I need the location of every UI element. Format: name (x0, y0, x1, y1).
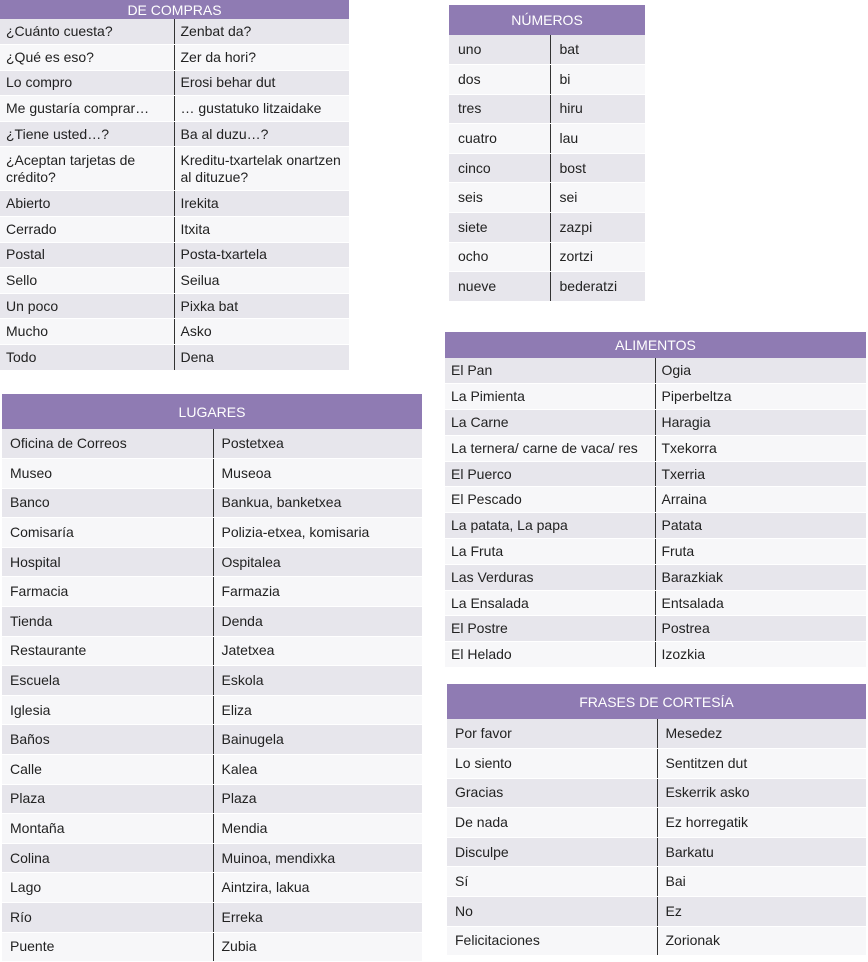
spanish-term: Restaurante (2, 636, 213, 666)
spanish-term: seis (449, 183, 550, 213)
table-row (2, 577, 422, 607)
table-row (445, 539, 866, 565)
table-row (0, 345, 349, 371)
basque-term: Ogia (655, 358, 866, 384)
spanish-term: Escuela (2, 666, 213, 696)
spanish-term: El Pan (445, 358, 655, 384)
table-row (445, 564, 866, 590)
basque-term: Eliza (213, 695, 422, 725)
table-row (445, 642, 866, 668)
spanish-term: ¿Tiene usted…? (0, 121, 174, 147)
basque-term: Bai (657, 867, 866, 897)
spanish-term: ¿Qué es eso? (0, 45, 174, 71)
table-row (445, 435, 866, 461)
table-row (2, 843, 422, 873)
basque-term: Piperbeltza (655, 384, 866, 410)
table-row (0, 45, 349, 71)
spanish-term: La Carne (445, 410, 655, 436)
table-row (0, 96, 349, 122)
spanish-term: Plaza (2, 784, 213, 814)
table-row (0, 19, 349, 45)
spanish-term: Sello (0, 268, 174, 294)
table-row (445, 384, 866, 410)
basque-term: Bankua, banketxea (213, 488, 422, 518)
table-row (2, 695, 422, 725)
basque-term: Ez (657, 897, 866, 927)
basque-term: Jatetxea (213, 636, 422, 666)
spanish-term: De nada (447, 808, 657, 838)
numeros-table (449, 5, 645, 302)
spanish-term: La Fruta (445, 539, 655, 565)
basque-term: Irekita (174, 191, 349, 217)
basque-term: Postetxea (213, 429, 422, 459)
table-row (2, 873, 422, 903)
spanish-term: Montaña (2, 814, 213, 844)
table-row (447, 778, 866, 808)
spanish-term: Río (2, 903, 213, 933)
spanish-term: Banco (2, 488, 213, 518)
basque-term: Mendia (213, 814, 422, 844)
spanish-term: El Helado (445, 642, 655, 668)
spanish-term: ¿Cuánto cuesta? (0, 19, 174, 45)
basque-term: Zorionak (657, 926, 866, 956)
basque-term: Arraina (655, 487, 866, 513)
table-row (0, 242, 349, 268)
basque-term: bederatzi (550, 272, 645, 302)
table-row (447, 749, 866, 779)
table-row (2, 459, 422, 489)
spanish-term: tres (449, 94, 550, 124)
basque-term: Asko (174, 319, 349, 345)
basque-term: Txekorra (655, 435, 866, 461)
spanish-term: siete (449, 213, 550, 243)
table-row (2, 607, 422, 637)
table-row (0, 268, 349, 294)
table-row (0, 293, 349, 319)
spanish-term: Postal (0, 242, 174, 268)
table-row (449, 213, 645, 243)
alimentos-table (445, 332, 866, 668)
table-row (0, 121, 349, 147)
spanish-term: Las Verduras (445, 564, 655, 590)
spanish-term: El Postre (445, 616, 655, 642)
spanish-term: cuatro (449, 124, 550, 154)
spanish-term: La ternera/ carne de vaca/ res (445, 435, 655, 461)
table-row (0, 191, 349, 217)
basque-term: Postrea (655, 616, 866, 642)
basque-term: bat (550, 35, 645, 65)
basque-term: Zenbat da? (174, 19, 349, 45)
spanish-term: Lago (2, 873, 213, 903)
table-row (0, 70, 349, 96)
spanish-term: La Pimienta (445, 384, 655, 410)
basque-term: Kreditu-txartelak onartzen al dituzue? (174, 147, 349, 191)
table-row (445, 410, 866, 436)
compras-table (0, 0, 349, 371)
basque-term: lau (550, 124, 645, 154)
table-row (447, 808, 866, 838)
table-row (445, 358, 866, 384)
spanish-term: dos (449, 65, 550, 95)
spanish-term: cinco (449, 153, 550, 183)
table-row (2, 547, 422, 577)
spanish-term: Colina (2, 843, 213, 873)
basque-term: Pixka bat (174, 293, 349, 319)
compras-title: DE COMPRAS (0, 0, 349, 19)
spanish-term: Mucho (0, 319, 174, 345)
table-row (449, 124, 645, 154)
table-row (2, 725, 422, 755)
table-row (449, 242, 645, 272)
table-row (445, 513, 866, 539)
spanish-term: La patata, La papa (445, 513, 655, 539)
basque-term: Erosi behar dut (174, 70, 349, 96)
basque-term: Dena (174, 345, 349, 371)
spanish-term: Farmacia (2, 577, 213, 607)
basque-term: Mesedez (657, 719, 866, 749)
spanish-term: La Ensalada (445, 590, 655, 616)
cortesia-title: FRASES DE CORTESÍA (447, 684, 866, 719)
alimentos-title: ALIMENTOS (445, 332, 866, 358)
basque-term: zortzi (550, 242, 645, 272)
table-row (445, 590, 866, 616)
basque-term: Erreka (213, 903, 422, 933)
spanish-term: Calle (2, 755, 213, 785)
table-row (449, 272, 645, 302)
basque-term: Posta-txartela (174, 242, 349, 268)
spanish-term: Tienda (2, 607, 213, 637)
basque-term: zazpi (550, 213, 645, 243)
basque-term: Eskola (213, 666, 422, 696)
table-row (449, 153, 645, 183)
basque-term: Muinoa, mendixka (213, 843, 422, 873)
table-row (449, 94, 645, 124)
basque-term: Aintzira, lakua (213, 873, 422, 903)
basque-term: Fruta (655, 539, 866, 565)
basque-term: sei (550, 183, 645, 213)
basque-term: Zer da hori? (174, 45, 349, 71)
spanish-term: Hospital (2, 547, 213, 577)
lugares-title: LUGARES (2, 394, 422, 429)
basque-term: Itxita (174, 217, 349, 243)
table-row (449, 35, 645, 65)
table-row (0, 319, 349, 345)
basque-term: Denda (213, 607, 422, 637)
basque-term: bi (550, 65, 645, 95)
table-row (2, 755, 422, 785)
basque-term: Kalea (213, 755, 422, 785)
spanish-term: Museo (2, 459, 213, 489)
table-row (2, 636, 422, 666)
spanish-term: Me gustaría comprar… (0, 96, 174, 122)
basque-term: Txerria (655, 461, 866, 487)
spanish-term: Lo compro (0, 70, 174, 96)
table-row (2, 784, 422, 814)
spanish-term: Sí (447, 867, 657, 897)
spanish-term: Oficina de Correos (2, 429, 213, 459)
spanish-term: Comisaría (2, 518, 213, 548)
spanish-term: El Puerco (445, 461, 655, 487)
table-row (2, 488, 422, 518)
basque-term: Izozkia (655, 642, 866, 668)
spanish-term: Por favor (447, 719, 657, 749)
spanish-term: Felicitaciones (447, 926, 657, 956)
table-row (449, 65, 645, 95)
table-row (0, 217, 349, 243)
basque-term: Ez horregatik (657, 808, 866, 838)
lugares-table (2, 394, 422, 962)
spanish-term: ocho (449, 242, 550, 272)
basque-term: Bainugela (213, 725, 422, 755)
basque-term: Sentitzen dut (657, 749, 866, 779)
basque-term: Polizia-etxea, komisaria (213, 518, 422, 548)
basque-term: bost (550, 153, 645, 183)
spanish-term: Baños (2, 725, 213, 755)
spanish-term: Un poco (0, 293, 174, 319)
table-row (447, 897, 866, 927)
basque-term: Museoa (213, 459, 422, 489)
spanish-term: El Pescado (445, 487, 655, 513)
table-row (447, 837, 866, 867)
table-row (2, 429, 422, 459)
table-row (447, 926, 866, 956)
basque-term: Entsalada (655, 590, 866, 616)
spanish-term: uno (449, 35, 550, 65)
basque-term: … gustatuko litzaidake (174, 96, 349, 122)
basque-term: Ospitalea (213, 547, 422, 577)
table-row (0, 147, 349, 191)
basque-term: Plaza (213, 784, 422, 814)
spanish-term: Cerrado (0, 217, 174, 243)
spanish-term: Iglesia (2, 695, 213, 725)
table-row (2, 666, 422, 696)
table-row (2, 814, 422, 844)
basque-term: Zubia (213, 932, 422, 962)
spanish-term: Lo siento (447, 749, 657, 779)
basque-term: Barkatu (657, 837, 866, 867)
spanish-term: Abierto (0, 191, 174, 217)
spanish-term: Gracias (447, 778, 657, 808)
basque-term: hiru (550, 94, 645, 124)
table-row (445, 616, 866, 642)
spanish-term: No (447, 897, 657, 927)
spanish-term: Puente (2, 932, 213, 962)
spanish-term: Todo (0, 345, 174, 371)
table-row (2, 518, 422, 548)
basque-term: Ba al duzu…? (174, 121, 349, 147)
basque-term: Patata (655, 513, 866, 539)
spanish-term: nueve (449, 272, 550, 302)
basque-term: Seilua (174, 268, 349, 294)
table-row (447, 867, 866, 897)
cortesia-table (447, 684, 866, 956)
table-row (2, 903, 422, 933)
table-row (449, 183, 645, 213)
table-row (2, 932, 422, 962)
table-row (447, 719, 866, 749)
basque-term: Eskerrik asko (657, 778, 866, 808)
spanish-term: ¿Aceptan tarjetas de crédito? (0, 147, 174, 191)
basque-term: Barazkiak (655, 564, 866, 590)
basque-term: Haragia (655, 410, 866, 436)
table-row (445, 487, 866, 513)
table-row (445, 461, 866, 487)
numeros-title: NÚMEROS (449, 5, 645, 35)
spanish-term: Disculpe (447, 837, 657, 867)
basque-term: Farmazia (213, 577, 422, 607)
